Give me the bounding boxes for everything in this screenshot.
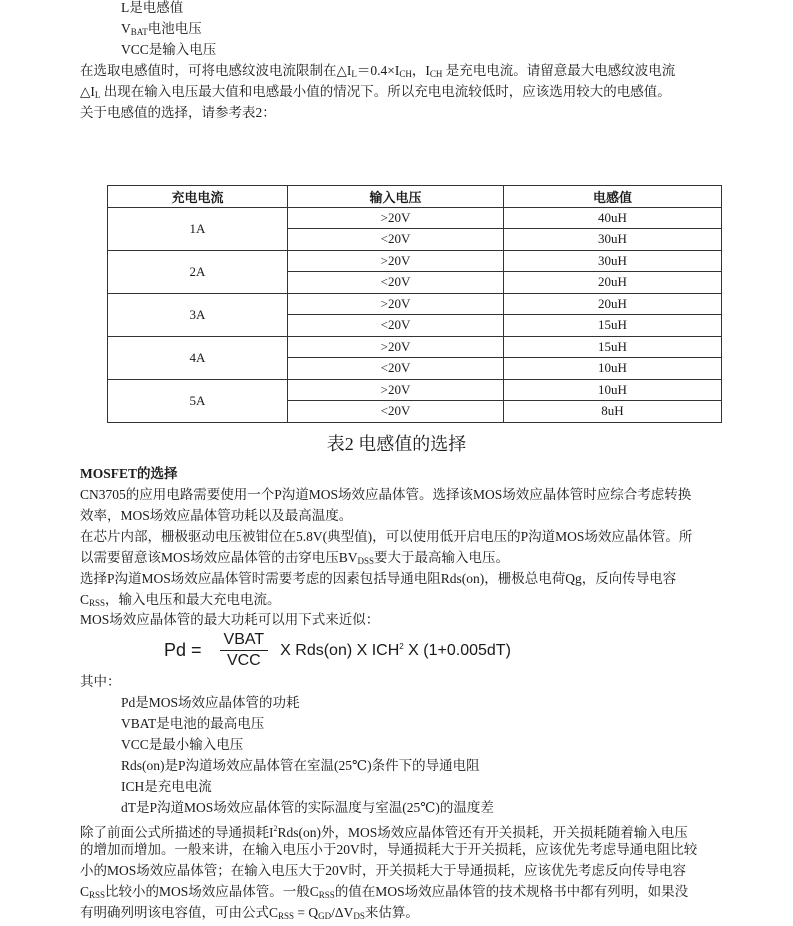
- formula-rest: X Rds(on) X ICH$^2$ X (1+0.005dT): [280, 642, 511, 659]
- cell-inductance: 10uH: [504, 358, 722, 380]
- cell-current: 1A: [108, 207, 288, 250]
- def-item: Pd是MOS场效应晶体管的功耗: [121, 695, 300, 710]
- intro-line-2: $\triangle I_L$ 出现在输入电压最大值和电感最小值的情况下。所以充电电流较低时，应该选用较大的电感值。: [80, 84, 671, 100]
- mosfet-p2-line-1: 在芯片内部，栅极驱动电压被钳位在5.8V(典型值)，可以使用低开启电压的P沟道MOS场效应晶体管。所: [80, 529, 693, 544]
- cell-voltage: <20V: [288, 358, 504, 380]
- table-row: [108, 336, 722, 358]
- formula-fraction: [220, 631, 269, 670]
- inductor-table: [107, 185, 722, 423]
- def-vcc: VCC是输入电压: [121, 42, 217, 57]
- formula-pd: Pd =: [164, 639, 202, 660]
- def-item: ICH是充电电流: [121, 779, 212, 794]
- cell-inductance: 15uH: [504, 315, 722, 337]
- def-item: Rds(on)是P沟道场效应晶体管在室温(25℃)条件下的导通电阻: [121, 758, 480, 773]
- table-caption: 表2 电感值的选择: [326, 434, 467, 454]
- cell-inductance: 15uH: [504, 336, 722, 358]
- table-row: [108, 207, 722, 229]
- def-item: VBAT是电池的最高电压: [121, 716, 265, 731]
- cell-inductance: 10uH: [504, 379, 722, 401]
- def-item: VCC是最小输入电压: [121, 737, 244, 752]
- header-inductance: 电感值: [504, 186, 722, 208]
- cell-inductance: 20uH: [504, 272, 722, 294]
- table-row: [108, 379, 722, 401]
- cell-voltage: <20V: [288, 229, 504, 251]
- cell-current: 3A: [108, 293, 288, 336]
- mosfet-p1-line-2: 效率，MOS场效应晶体管功耗以及最高温度。: [80, 508, 353, 523]
- cell-voltage: >20V: [288, 207, 504, 229]
- mosfet-p3-line-1: 选择P沟道MOS场效应晶体管时需要考虑的因素包括导通电阻Rds(on)，栅极总电荷Qg，反向传导电容: [80, 571, 677, 586]
- formula-numerator: VBAT: [220, 631, 269, 651]
- def-item: dT是P沟道MOS场效应晶体管的实际温度与室温(25℃)的温度差: [121, 800, 494, 815]
- table-row: [108, 250, 722, 272]
- cell-inductance: 30uH: [504, 229, 722, 251]
- mosfet-p5-line-1: 除了前面公式所描述的导通损耗$I^2Rds(on)$外，MOS场效应晶体管还有开关损耗，开关损耗随着输入电压: [80, 824, 688, 840]
- cell-voltage: >20V: [288, 379, 504, 401]
- mosfet-heading: MOSFET的选择: [80, 466, 178, 481]
- cell-current: 2A: [108, 250, 288, 293]
- mosfet-p2-line-2: 以需要留意该MOS场效应晶体管的击穿电压$BV_{DSS}$要大于最高输入电压。: [80, 550, 510, 566]
- cell-voltage: >20V: [288, 336, 504, 358]
- mosfet-p5-line-4: $C_{RSS}$比较小的MOS场效应晶体管。一般$C_{RSS}$的值在MOS场效应晶体管的技术规格书中都有列明，如果没: [80, 884, 689, 900]
- formula-denominator: VCC: [226, 651, 261, 669]
- mosfet-p4: MOS场效应晶体管的最大功耗可以用下式来近似：: [80, 612, 380, 627]
- cell-inductance: 40uH: [504, 207, 722, 229]
- power-formula: [164, 628, 511, 672]
- mosfet-p3-line-2: $C_{RSS}$，输入电压和最大充电电流。: [80, 592, 281, 608]
- cell-inductance: 30uH: [504, 250, 722, 272]
- cell-voltage: <20V: [288, 315, 504, 337]
- header-voltage: 输入电压: [288, 186, 504, 208]
- mosfet-p5-line-5: 有明确列明该电容值，可由公式$C_{RSS} = Q_{GD}/\Delta V_{DS}$来估算。: [80, 905, 419, 921]
- cell-inductance: 20uH: [504, 293, 722, 315]
- cell-voltage: <20V: [288, 401, 504, 423]
- table-row: [108, 293, 722, 315]
- def-vbat: $V_{BAT}$电池电压: [121, 21, 202, 37]
- cell-inductance: 8uH: [504, 401, 722, 423]
- header-current: 充电电流: [108, 186, 288, 208]
- cell-current: 4A: [108, 336, 288, 379]
- def-l: L是电感值: [121, 0, 184, 15]
- intro-line-3: 关于电感值的选择，请参考表2：: [80, 105, 276, 120]
- cell-voltage: >20V: [288, 293, 504, 315]
- where-label: 其中：: [80, 674, 121, 689]
- mosfet-p5-line-3: 小的MOS场效应晶体管；在输入电压大于20V时，开关损耗大于导通损耗，应该优先考虑反向传导电容: [80, 863, 687, 878]
- mosfet-p1-line-1: CN3705的应用电路需要使用一个P沟道MOS场效应晶体管。选择该MOS场效应晶体管时应综合考虑转换: [80, 487, 692, 502]
- cell-voltage: <20V: [288, 272, 504, 294]
- mosfet-p5-line-2: 的增加而增加。一般来讲，在输入电压小于20V时，导通损耗大于开关损耗，应该优先考虑导通电阻比较: [80, 842, 698, 857]
- cell-current: 5A: [108, 379, 288, 422]
- table-header-row: [108, 186, 722, 208]
- cell-voltage: >20V: [288, 250, 504, 272]
- intro-line-1: 在选取电感值时，可将电感纹波电流限制在$\triangle I_L=0.4\times I_{CH}$，$I_{CH}$ 是充电电流。请留意最大电感纹波电流: [80, 63, 676, 79]
